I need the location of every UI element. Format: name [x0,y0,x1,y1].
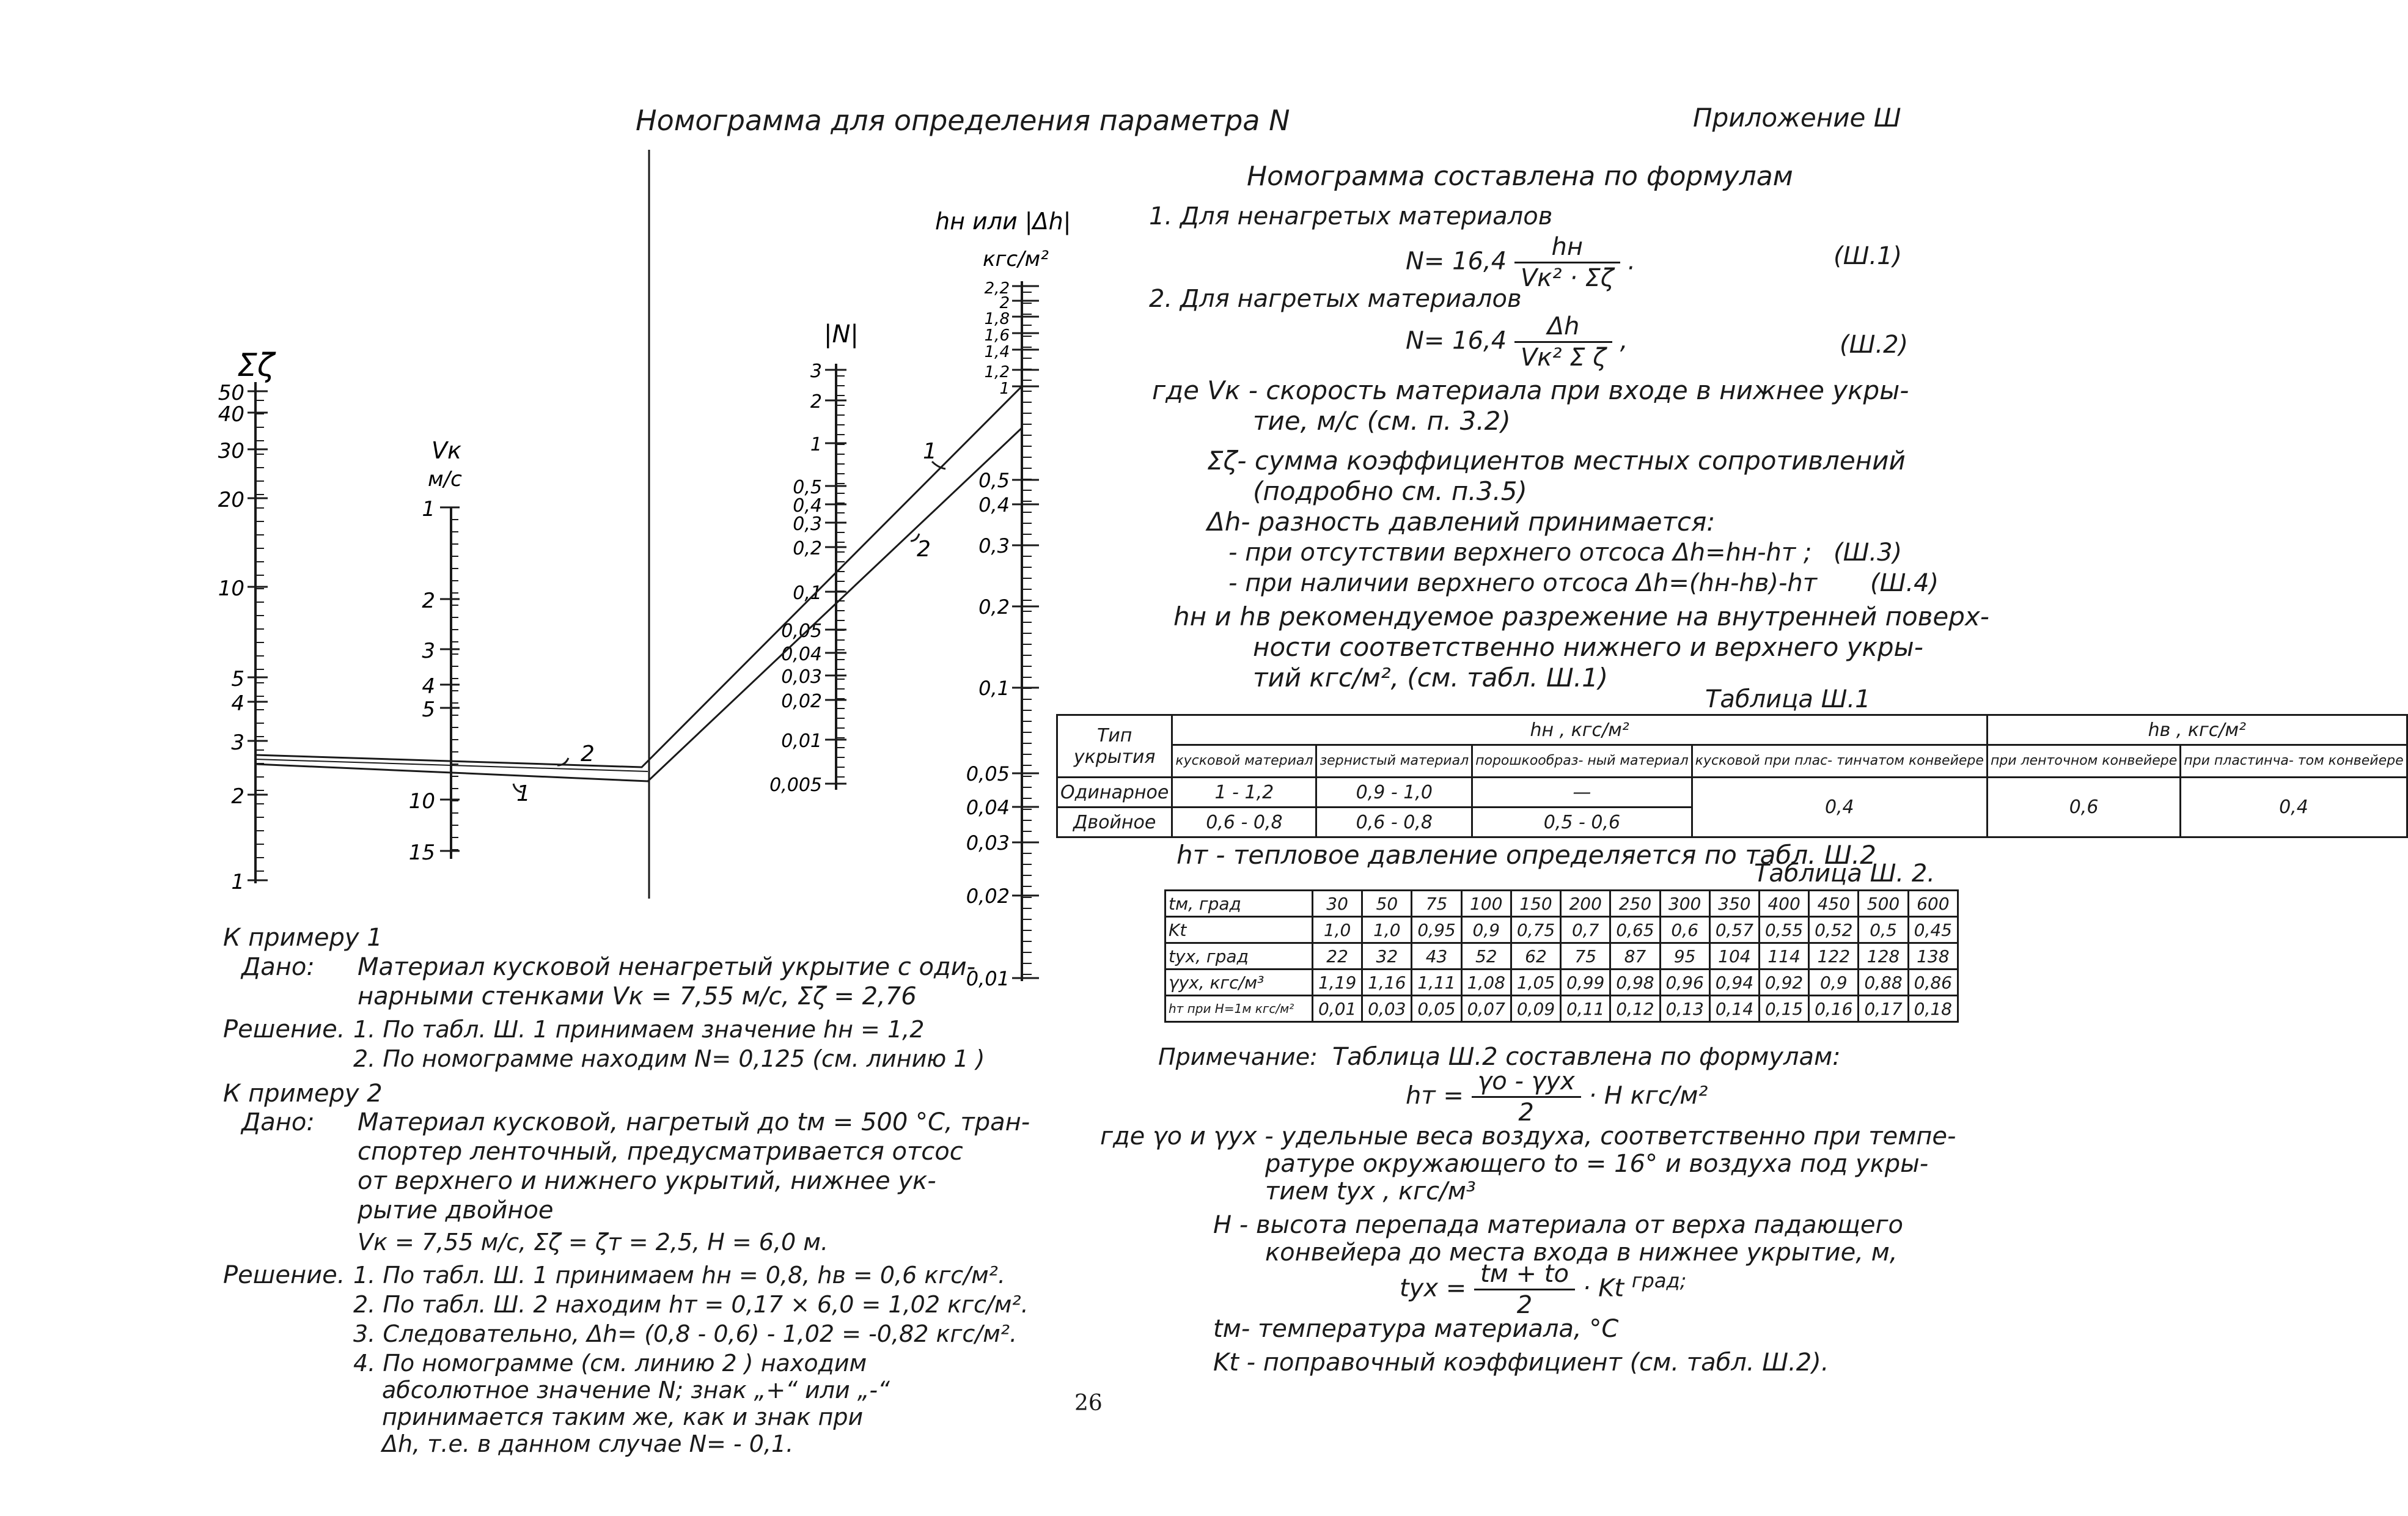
page-title: Номограмма для определения параметра N [636,104,1290,137]
table-2-cell: 0,05 [1412,996,1461,1022]
table-2-cell: 75 [1561,943,1610,970]
formula-item-1: 1. Для ненагретых материалов [1149,202,1553,230]
example-2-given-line-4: рытие двойное [358,1196,554,1224]
sum-tick-label: 1 [231,870,244,894]
vk-tick-label: 5 [422,697,435,722]
formula-1-lhs: N= 16,4 [1406,247,1507,276]
n-tick-label: 0,04 [781,644,822,665]
formula-2-ref: (Ш.2) [1840,331,1909,359]
n-tick-label: 0,5 [793,477,822,498]
table-1-cell: 0,6 [1987,778,2180,837]
formula-2-tail: , [1620,326,1628,355]
h-tick-label: 1,2 [984,363,1010,381]
line-2-label: 2 [917,537,931,562]
table-2-cell: 0,12 [1610,996,1660,1022]
formula-1-numerator: hн [1514,232,1620,263]
example-2-solution-label: Решение. [223,1261,345,1289]
table-2-cell: 0,9 [1461,917,1511,943]
example-2-step-4-line-3: принимается таким же, как и знак при [382,1404,864,1430]
table-2 [1164,889,1959,1023]
table-2-cell: 0,5 [1859,917,1908,943]
line-1-label-left: 1 [516,781,530,806]
note-formula-1-fraction [1472,1067,1581,1127]
table-2-cell: 0,6 [1660,917,1709,943]
n-tick-label: 0,005 [769,775,822,796]
n-tick-label: 2 [810,391,822,413]
table-2-cell: 100 [1461,891,1511,917]
note-where-1-line-2: ратуре окружающего tо = 16° и воздуха под укры- [1265,1150,1929,1178]
note-formula-1-lhs: hт = [1406,1081,1464,1110]
table-1-sub-header: порошкообраз- ный материал [1472,745,1692,778]
table-2-cell: 1,0 [1362,917,1412,943]
table-2-cell: 50 [1362,891,1412,917]
h-tick-label: 1,4 [984,343,1010,361]
h-tick-label: 1 [999,380,1010,398]
sum-axis-label: Σζ [237,347,275,384]
note-where-3: tм- температура материала, °C [1213,1315,1619,1343]
note-formula-1-numerator: γо - γух [1472,1067,1581,1098]
table-1-sub-header: кусковой при плас- тинчатом конвейере [1692,745,1987,778]
h-tick-label: 0,3 [978,534,1010,557]
table-2-cell: 0,09 [1511,996,1560,1022]
appendix-label: Приложение Ш [1693,103,1901,133]
vk-tick-label: 2 [422,589,435,613]
vk-tick-label: 4 [422,674,435,699]
hn-hv-line-1: hн и hв рекомендуемое разрежение на внутренней поверх- [1173,602,1989,631]
table-2-cell: 0,65 [1610,917,1660,943]
note-formula-2-unit: град; [1631,1269,1687,1293]
sum-tick-label: 4 [231,691,244,716]
table-2-cell: 0,86 [1908,970,1958,996]
nomogram [0,0,1076,1015]
formulas-intro: Номограмма составлена по формулам [1247,161,1793,192]
note-where-4: Kt - поправочный коэффициент (см. табл. Ш.2). [1213,1349,1829,1377]
table-2-cell: 0,03 [1362,996,1412,1022]
n-tick-label: 3 [810,361,822,382]
table-1-type-header [1057,715,1172,778]
h-tick-label: 0,1 [978,677,1010,700]
n-tick-label: 0,4 [793,495,822,517]
table-1-cell: 0,4 [2181,778,2407,837]
table-2-cell: 128 [1859,943,1908,970]
example-1-step-1: 1. По табл. Ш. 1 принимаем значение hн = 1,2 [353,1016,925,1043]
n-tick-label: 0,02 [781,691,822,712]
sum-tick-label: 10 [218,576,244,601]
page-number: 26 [1074,1391,1103,1416]
table-2-cell: 1,08 [1461,970,1511,996]
sum-tick-label: 30 [218,439,244,463]
where-vk-line-2: тие, м/с (см. п. 3.2) [1253,406,1511,436]
example-2-step-4-line-4: Δh, т.е. в данном случае N= - 0,1. [382,1430,794,1457]
table-1-cell: Одинарное [1057,778,1172,808]
ht-note: hт - тепловое давление определяется по табл. Ш.2 [1176,840,1876,870]
note-formula-2-numerator: tм + tо [1474,1259,1575,1290]
table-1 [1056,714,2408,838]
formula-2-numerator: Δh [1514,312,1612,343]
table-2-cell: 400 [1759,891,1808,917]
case-2: - при наличии верхнего отсоса Δh=(hн-hв)-hт [1228,569,1818,597]
table-1-cell: 0,4 [1692,778,1987,837]
table-1-cell: 0,6 - 0,8 [1316,808,1472,837]
h-tick-label: 0,2 [978,595,1010,619]
vk-tick-label: 3 [422,639,435,663]
example-2-given-line-2: спортер ленточный, предусматривается отсос [358,1138,963,1166]
formula-2-lhs: N= 16,4 [1406,326,1507,355]
where-sum-line-1: Σζ- сумма коэффициентов местных сопротивлений [1207,446,1906,476]
table-2-cell: 32 [1362,943,1412,970]
table-2-cell: 0,57 [1709,917,1759,943]
note-where-2-line-1: H - высота перепада материала от верха падающего [1213,1211,1903,1239]
sum-tick-label: 2 [231,784,244,809]
table-2-cell: 0,98 [1610,970,1660,996]
table-2-cell: 250 [1610,891,1660,917]
table-2-cell: 0,13 [1660,996,1709,1022]
table-2-cell: 1,16 [1362,970,1412,996]
table-2-cell: 0,75 [1511,917,1560,943]
table-2-cell: 87 [1610,943,1660,970]
h-tick-label: 0,04 [966,796,1010,819]
table-2-cell: 0,94 [1709,970,1759,996]
solution-line-2 [255,428,1022,781]
table-2-cell: 75 [1412,891,1461,917]
h-tick-label: 1,6 [984,326,1010,345]
table-1-sub-header: кусковой материал [1172,745,1316,778]
formula-1-tail: . [1628,247,1636,276]
n-tick-label: 0,2 [793,538,822,559]
table-1-cell: 0,9 - 1,0 [1316,778,1472,808]
table-2-cell: 52 [1461,943,1511,970]
formula-2-fraction [1514,312,1612,372]
note-where-1-line-1: где γо и γух - удельные веса воздуха, соответственно при темпе- [1100,1122,1956,1150]
h-tick-label: 0,03 [966,831,1010,855]
n-tick-label: 0,01 [781,730,822,752]
table-1-sub-header: при пластинча- том конвейере [2181,745,2407,778]
example-2-given-line-5: Vк = 7,55 м/с, Σζ = ζт = 2,5, H = 6,0 м. [358,1229,829,1256]
note-formula-1 [1406,1067,1708,1127]
table-1-caption: Таблица Ш.1 [1705,685,1871,713]
example-1-given-label: Дано: [241,953,315,981]
table-2-row-label: γух, кгс/м³ [1165,970,1313,996]
solution-line-1 [255,386,1022,767]
table-2-cell: 200 [1561,891,1610,917]
table-2-cell: 350 [1709,891,1759,917]
table-1-sub-header: зернистый материал [1316,745,1472,778]
sum-tick-label: 5 [231,667,244,691]
table-2-cell: 62 [1511,943,1560,970]
where-dh: Δh- разность давлений принимается: [1207,507,1716,537]
table-2-cell: 450 [1809,891,1859,917]
table-2-cell: 0,14 [1709,996,1759,1022]
sum-tick-label: 40 [218,402,244,427]
h-tick-label: 0,4 [978,493,1010,517]
table-2-row [1165,917,1958,943]
example-2-step-1: 1. По табл. Ш. 1 принимаем hн = 0,8, hв = 0,6 кгс/м². [353,1262,1005,1289]
note-where-1-line-3: тием tух , кгс/м³ [1265,1177,1476,1205]
h-tick-label: 0,05 [966,762,1010,786]
table-2-cell: 300 [1660,891,1709,917]
table-2-cell: 0,16 [1809,996,1859,1022]
table-2-caption: Таблица Ш. 2. [1754,859,1935,888]
example-2-given-label: Дано: [241,1108,315,1136]
table-2-cell: 0,15 [1759,996,1808,1022]
table-2-cell: 0,95 [1412,917,1461,943]
example-2-step-4-line-2: абсолютное значение N; знак „+“ или „-“ [382,1377,890,1404]
table-2-cell: 0,11 [1561,996,1610,1022]
table-2-cell: 43 [1412,943,1461,970]
h-tick-label: 0,02 [966,885,1010,908]
h-tick-label: 0,5 [978,469,1010,492]
n-tick-label: 0,05 [781,620,822,642]
vk-axis-label: Vк [431,437,461,464]
table-2-row-label: Kt [1165,917,1313,943]
example-2-step-4-line-1: 4. По номограмме (см. линию 2 ) находим [353,1350,867,1377]
example-1-given-line-2: нарными стенками Vк = 7,55 м/с, Σζ = 2,76 [358,982,917,1010]
case-1: - при отсутствии верхнего отсоса Δh=hн-hт ; [1228,539,1812,567]
formula-1-fraction [1514,232,1620,293]
h-axis-label: hн или |Δh| [935,208,1071,235]
h-tick-label: 2,2 [984,279,1010,298]
hn-hv-line-3: тий кгс/м², (см. табл. Ш.1) [1253,663,1609,693]
where-sum-line-2: (подробно см. п.3.5) [1253,476,1527,506]
type-header-line-1: Тип [1096,724,1132,746]
case-2-ref: (Ш.4) [1870,569,1939,597]
example-1-solution-label: Решение. [223,1015,345,1043]
note-text: Таблица Ш.2 составлена по формулам: [1332,1043,1841,1071]
table-2-cell: 1,11 [1412,970,1461,996]
table-2-cell: 150 [1511,891,1560,917]
table-2-cell: 104 [1709,943,1759,970]
table-2-cell: 114 [1759,943,1808,970]
table-2-cell: 0,96 [1660,970,1709,996]
table-2-cell: 0,88 [1859,970,1908,996]
table-2-cell: 1,0 [1313,917,1362,943]
table-2-cell: 95 [1660,943,1709,970]
table-2-cell: 0,18 [1908,996,1958,1022]
table-1-cell: — [1472,778,1692,808]
n-axis-label: |N| [824,320,859,348]
type-header-line-2: укрытия [1073,746,1156,768]
where-vk-line-1: где Vк - скорость материала при входе в нижнее укры- [1152,375,1909,405]
example-2-step-2: 2. По табл. Ш. 2 находим hт = 0,17 × 6,0 = 1,02 кгс/м². [353,1291,1029,1318]
sum-tick-label: 50 [218,381,244,405]
table-1-sub-header: при ленточном конвейере [1987,745,2180,778]
table-2-cell: 22 [1313,943,1362,970]
table-2-row [1165,970,1958,996]
table-2-cell: 0,55 [1759,917,1808,943]
table-2-cell: 1,19 [1313,970,1362,996]
note-formula-2-tail: · Kt [1582,1274,1624,1303]
vk-tick-label: 15 [408,841,435,865]
table-2-cell: 1,05 [1511,970,1560,996]
example-2-step-3: 3. Следовательно, Δh= (0,8 - 0,6) - 1,02 = -0,82 кгс/м². [353,1320,1018,1347]
table-2-row [1165,943,1958,970]
table-2-cell: 0,17 [1859,996,1908,1022]
example-1-given-line-1: Материал кусковой ненагретый укрытие с оди- [358,953,976,981]
table-1-hn-header: hн , кгс/м² [1172,715,1988,745]
table-1-cell: 1 - 1,2 [1172,778,1316,808]
note-formula-1-tail: · H кгс/м² [1588,1081,1708,1110]
formula-2-denominator: Vк² Σ ζ [1520,344,1606,372]
table-2-cell: 138 [1908,943,1958,970]
table-1-cell: 0,5 - 0,6 [1472,808,1692,837]
table-2-cell: 0,99 [1561,970,1610,996]
table-2-cell: 600 [1908,891,1958,917]
n-tick-label: 0,1 [793,583,822,604]
table-2-cell: 122 [1809,943,1859,970]
sum-tick-label: 3 [231,730,244,755]
example-2-title: К примеру 2 [223,1080,383,1108]
table-1-hv-header: hв , кгс/м² [1987,715,2407,745]
h-tick-label: 1,8 [984,310,1010,328]
line-2-label-left: 2 [581,741,595,767]
formula-item-2: 2. Для нагретых материалов [1149,285,1522,313]
note-formula-2-lhs: tух = [1400,1274,1467,1303]
case-1-ref: (Ш.3) [1834,539,1903,567]
note-where-2-line-2: конвейера до места входа в нижнее укрытие, м, [1265,1238,1898,1267]
vk-axis-unit: м/с [428,467,462,491]
table-2-cell: 0,52 [1809,917,1859,943]
note-formula-2-fraction [1474,1259,1575,1320]
example-1-step-2: 2. По номограмме находим N= 0,125 (см. линию 1 ) [353,1045,985,1072]
table-2-row-label: tух, град [1165,943,1313,970]
table-1-cell: 0,6 - 0,8 [1172,808,1316,837]
table-2-row [1165,891,1958,917]
sum-tick-label: 20 [218,488,244,512]
h-tick-label: 2 [999,294,1010,312]
h-axis-unit: кгс/м² [983,247,1049,271]
n-tick-label: 0,3 [793,513,822,535]
example-2-given-line-1: Материал кусковой, нагретый до tм = 500 °C, тран- [358,1108,1030,1136]
table-2-row [1165,996,1958,1022]
table-2-cell: 0,45 [1908,917,1958,943]
note-formula-2-denominator: 2 [1516,1291,1533,1319]
note-lead: Примечание: [1158,1043,1318,1070]
table-2-cell: 0,7 [1561,917,1610,943]
n-tick-label: 0,03 [781,666,822,688]
n-tick-label: 1 [810,434,822,455]
hn-hv-line-2: ности соответственно нижнего и верхнего укры- [1253,632,1923,662]
table-2-cell: 500 [1859,891,1908,917]
table-2-cell: 0,92 [1759,970,1808,996]
formula-1-denominator: Vк² · Σζ [1520,264,1614,292]
formula-2 [1406,312,1628,372]
line-1-label: 1 [923,439,937,464]
vk-tick-label: 1 [422,497,435,521]
table-2-cell: 30 [1313,891,1362,917]
table-1-cell: Двойное [1057,808,1172,837]
formula-1-ref: (Ш.1) [1834,242,1903,270]
note-formula-1-denominator: 2 [1518,1098,1534,1127]
table-2-row-label: hт при H=1м кгс/м² [1165,996,1313,1022]
h-tick-label: 0,01 [966,967,1010,990]
table-2-cell: 0,07 [1461,996,1511,1022]
note-formula-2 [1400,1259,1686,1320]
example-1-title: К примеру 1 [223,924,383,952]
vk-tick-label: 10 [408,789,435,814]
table-2-row-label: tм, град [1165,891,1313,917]
example-2-given-line-3: от верхнего и нижнего укрытий, нижнее ук- [358,1167,936,1195]
table-2-cell: 0,01 [1313,996,1362,1022]
table-2-cell: 0,9 [1809,970,1859,996]
